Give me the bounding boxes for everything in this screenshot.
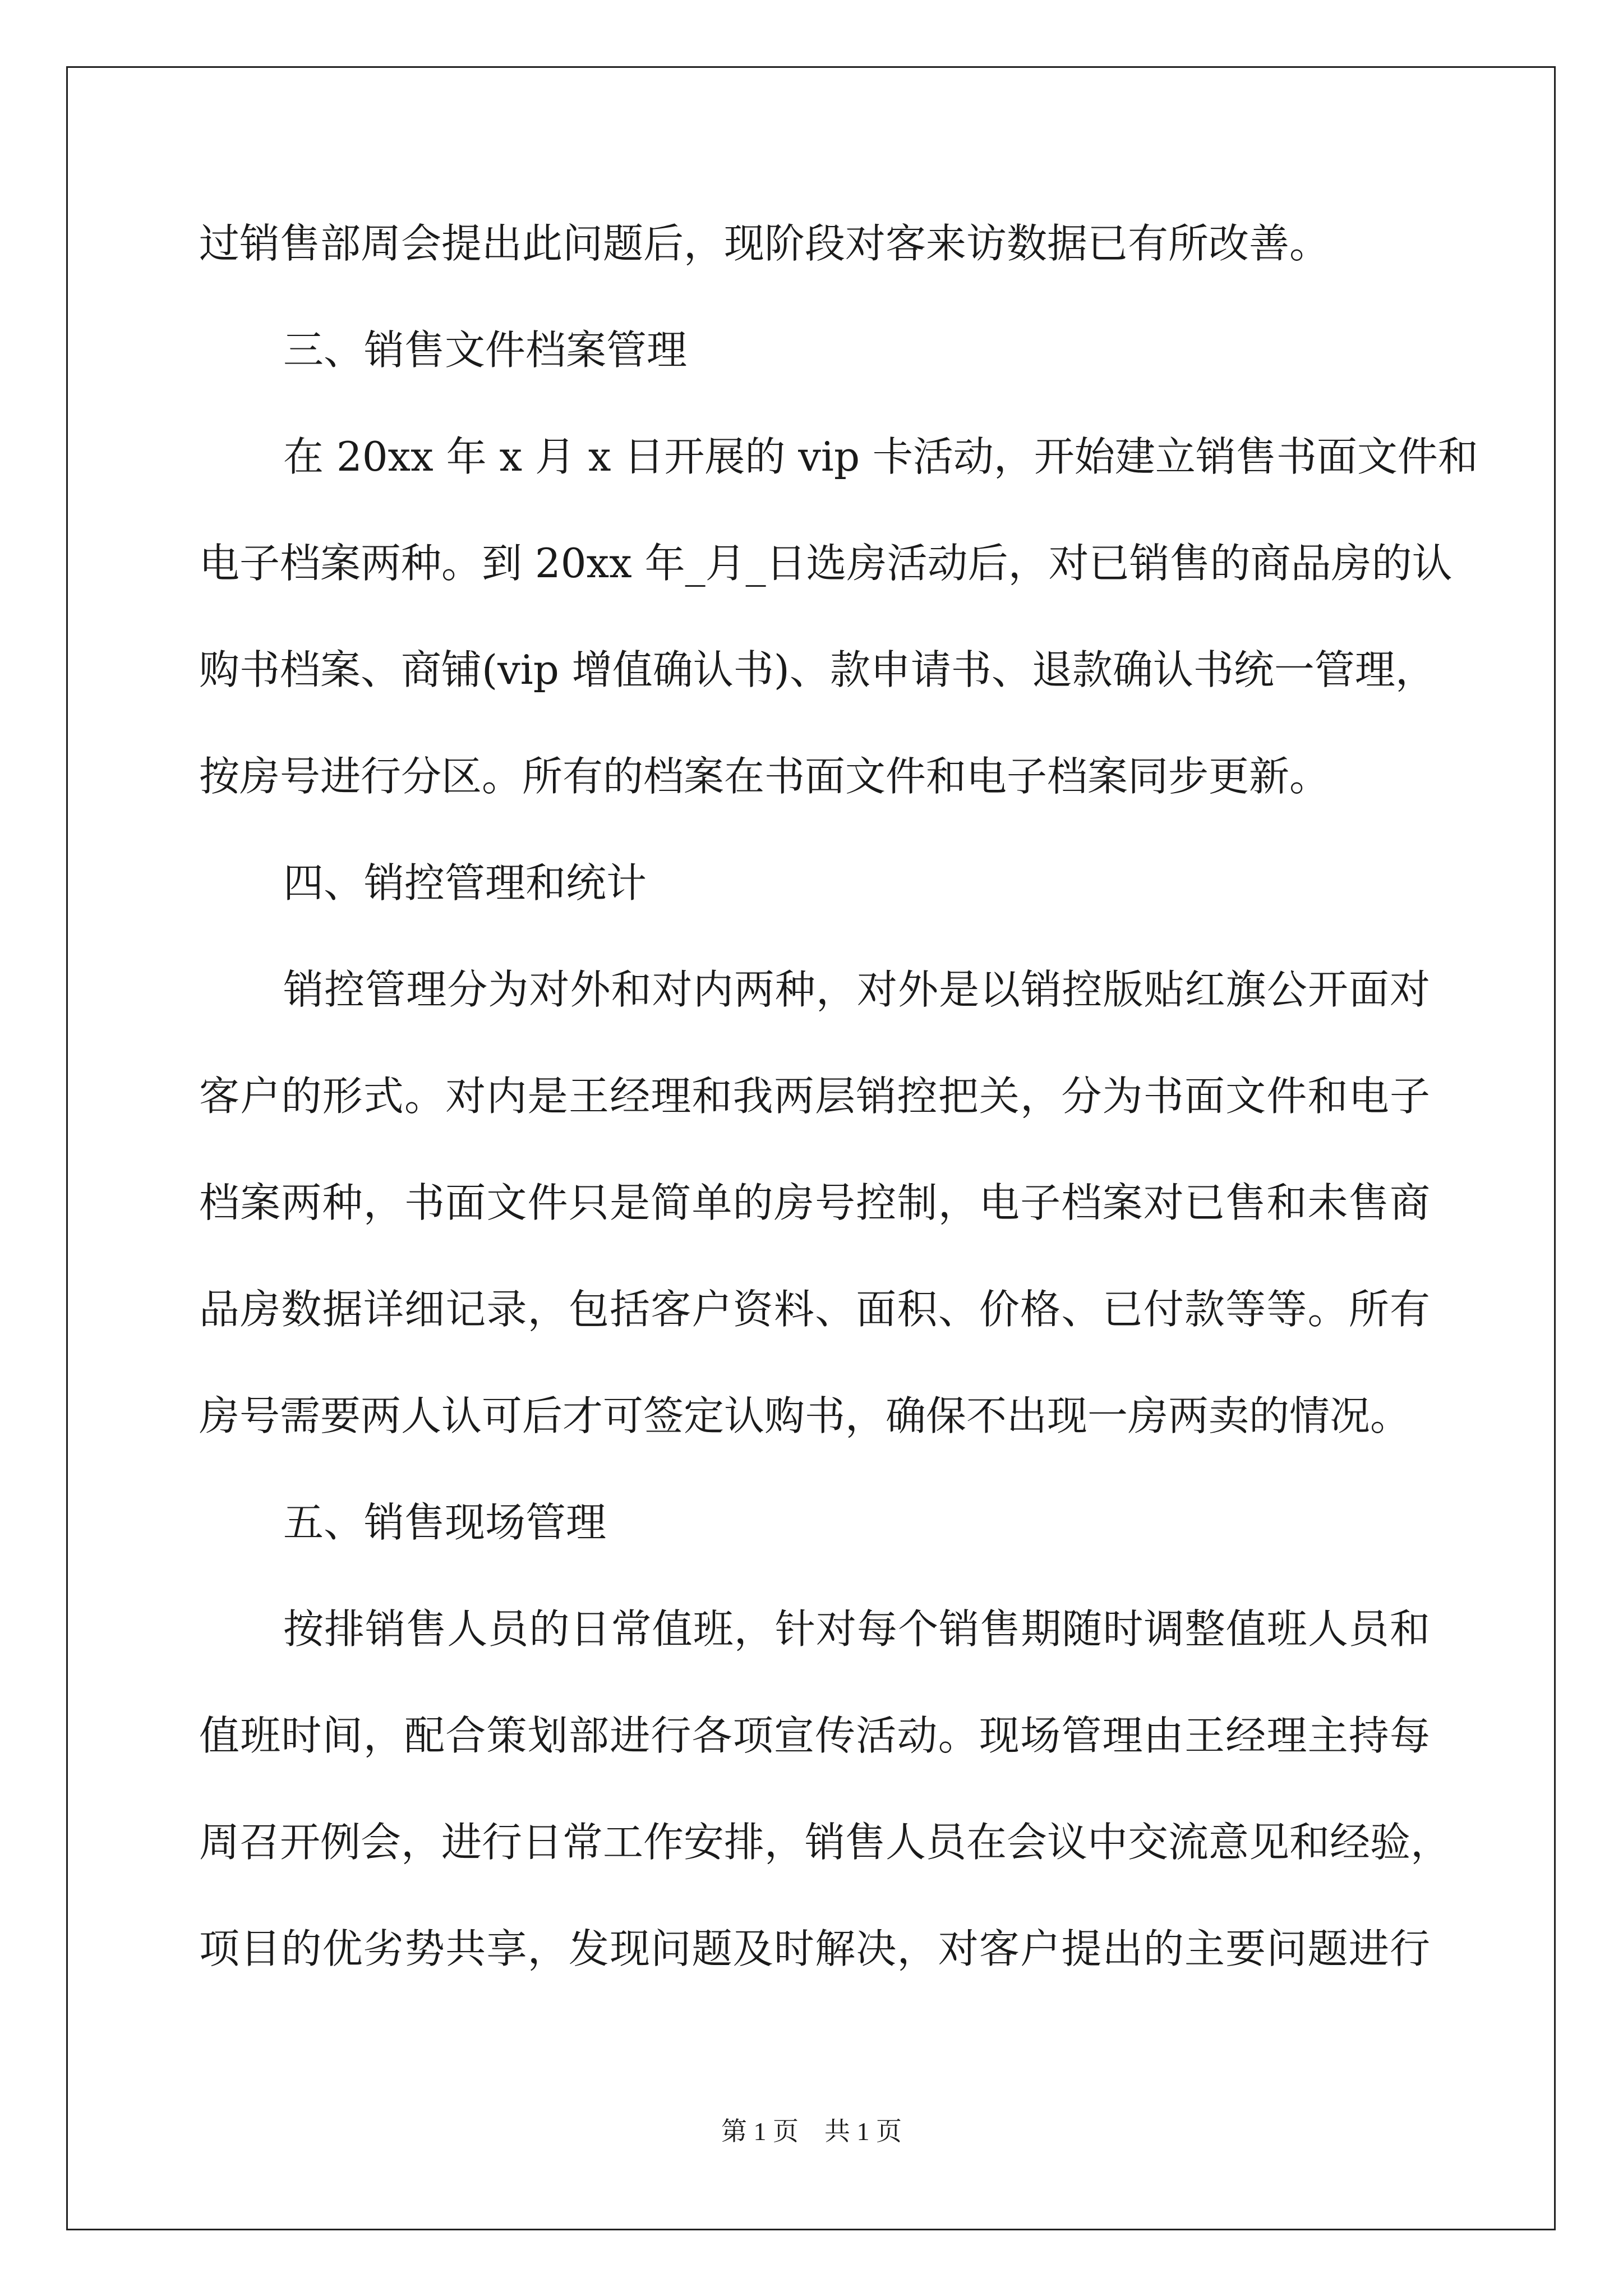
paragraph-line: 值班时间，配合策划部进行各项宣传活动。现场管理由王经理主持每 xyxy=(199,1712,1430,1759)
paragraph-line: 档案两种，书面文件只是简单的房号控制，电子档案对已售和未售商 xyxy=(199,1179,1430,1226)
paragraph-line: 销控管理分为对外和对内两种，对外是以销控版贴红旗公开面对 xyxy=(283,966,1430,1013)
page-footer: 第 1 页 共 1 页 xyxy=(721,2117,902,2146)
paragraph-line: 按房号进行分区。所有的档案在书面文件和电子档案同步更新。 xyxy=(199,753,1330,800)
paragraph-line: 按排销售人员的日常值班，针对每个销售期随时调整值班人员和 xyxy=(283,1605,1430,1653)
page-border xyxy=(66,66,1556,2230)
paragraph-line: 电子档案两种。到 20xx 年_月_日选房活动后，对已销售的商品房的认 xyxy=(199,540,1453,587)
paragraph-line: 品房数据详细记录，包括客户资料、面积、价格、已付款等等。所有 xyxy=(199,1286,1430,1333)
section-heading-5: 五、销售现场管理 xyxy=(283,1499,607,1546)
paragraph-line: 在 20xx 年 x 月 x 日开展的 vip 卡活动，开始建立销售书面文件和 xyxy=(283,433,1478,480)
paragraph-line: 房号需要两人认可后才可签定认购书，确保不出现一房两卖的情况。 xyxy=(199,1392,1411,1439)
paragraph-line: 过销售部周会提出此问题后，现阶段对客来访数据已有所改善。 xyxy=(199,220,1330,267)
paragraph-line: 项目的优劣势共享，发现问题及时解决，对客户提出的主要问题进行 xyxy=(199,1925,1430,1972)
paragraph-line: 周召开例会，进行日常工作安排，销售人员在会议中交流意见和经验， xyxy=(199,1819,1451,1866)
paragraph-line: 购书档案、商铺(vip 增值确认书)、款申请书、退款确认书统一管理， xyxy=(199,646,1436,693)
paragraph-line: 客户的形式。对内是王经理和我两层销控把关，分为书面文件和电子 xyxy=(199,1073,1430,1120)
section-heading-3: 三、销售文件档案管理 xyxy=(283,326,688,374)
section-heading-4: 四、销控管理和统计 xyxy=(283,859,647,907)
